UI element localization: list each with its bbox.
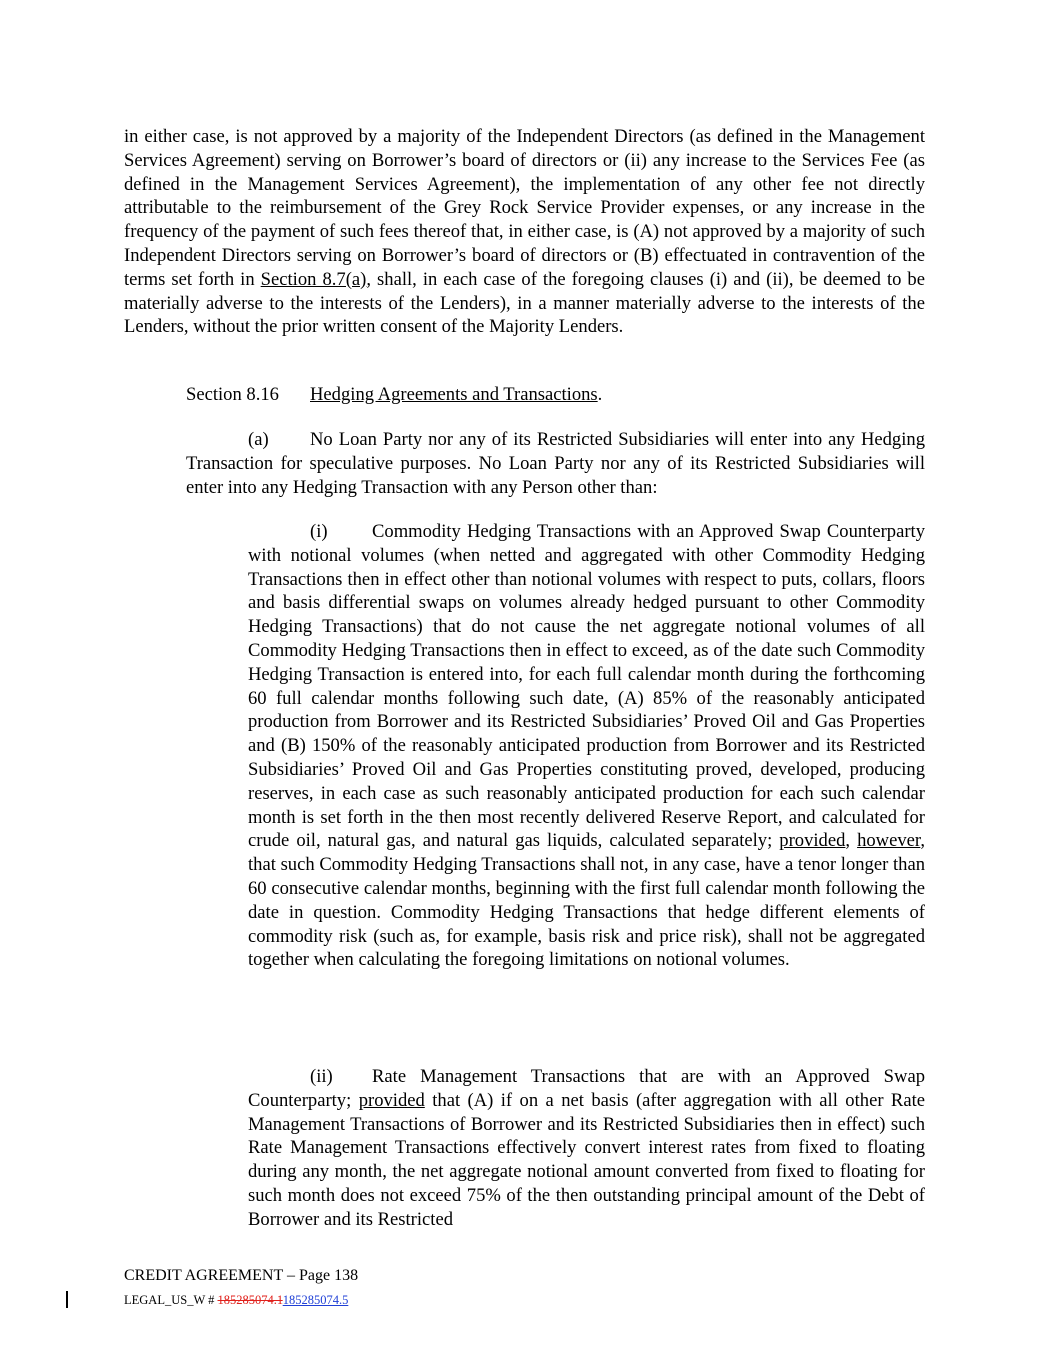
clause-i-provided: provided [779,830,846,852]
clause-ii-label: (ii) [310,1066,333,1087]
section-title: Hedging Agreements and Transactions [310,384,598,405]
section-reference-link[interactable]: Section 8.7(a) [260,268,367,290]
clause-a-text: No Loan Party nor any of its Restricted Subsidiaries will enter into any Hedging Transaction for speculative purposes. No Loan Party nor any of its Restricted Subsidiaries will enter into any Hedging Transaction with any Person other than: [186,429,925,498]
continuation-paragraph [124,125,925,339]
deleted-doc-id: 185285074.1 [217,1293,283,1307]
clause-ii-provided: provided [358,1089,425,1111]
clause-ii-text-1: Rate Management Transactions that are with an Approved Swap Counterparty; [248,1066,925,1111]
clause-i-however: however [857,830,921,852]
continuation-text: in either case, is not approved by a majority of the Independent Directors (as defined in the Management Services Agreement) serving on Borrower’s board of directors or (ii) any increase to the Services Fee (as defined in the Management Services Agreement), the implementation of any other fee not directly attributable to the reimbursement of the Grey Rock Service Provider expenses, or any increase in the frequency of the payment of such fees thereof that, in either case, is (A) not approved by a majority of such Independent Directors serving on Borrower’s board of directors or (B) effectuated in contravention of the terms set forth in [124,126,925,290]
section-number: Section 8.16 [186,384,279,405]
clause-i-comma: , [845,830,858,852]
clause-i-paragraph [248,520,925,972]
inserted-doc-id: 185285074.5 [282,1293,349,1307]
revision-change-bar [66,1291,68,1308]
clause-i-text-2: , that such Commodity Hedging Transactions shall not, in any case, have a tenor longer than 60 consecutive calendar months, beginning with the first full calendar month following the date in question. Commodity Hedging Transactions that hedge different elements of commodity risk (such as, for example, basis risk and price risk), shall not be aggregated together when calculating the foregoing limitations on notional volumes. [248,830,925,971]
clause-ii-paragraph [248,1065,925,1232]
clause-i-text-1: Commodity Hedging Transactions with an Approved Swap Counterparty with notional volumes (when netted and aggregated with other Commodity Hedging Transactions then in effect other than notional volumes with respect to puts, collars, floors and basis differential swaps on volumes already hedged pursuant to other Commodity Hedging Transactions) that do not cause the net aggregate notional volumes of all Commodity Hedging Transactions then in effect to exceed, as of the date such Commodity Hedging Transaction is entered into, for each full calendar month during the forthcoming 60 full calendar months following such date, (A) 85% of the reasonably anticipated production from Borrower and its Restricted Subsidiaries’ Proved Oil and Gas Properties and (B) 150% of the reasonably anticipated production from Borrower and its Restricted Subsidiaries’ Proved Oil and Gas Properties constituting proved, developed, producing reserves, in each case as such reasonably anticipated production for each such calendar month is set forth in the then most recently delivered Reserve Report, and calculated for crude oil, natural gas, and natural gas liquids, calculated separately; [248,521,925,852]
clause-ii-text-2: that (A) if on a net basis (after aggregation with all other Rate Management Transactions of Borrower and its Restricted Subsidiaries then in effect) such Rate Management Transactions effectively convert interest rates from fixed to floating during any month, the net aggregate notional amount converted from fixed to floating for such month does not exceed 75% of the then outstanding principal amount of the Debt of Borrower and its Restricted [248,1089,926,1230]
footer-page-label: CREDIT AGREEMENT – Page 138 [124,1267,359,1284]
clause-i-label: (i) [310,521,328,542]
doc-id-prefix: LEGAL_US_W # [124,1293,218,1307]
section-heading [186,383,602,407]
clause-a-paragraph [186,428,925,499]
section-title-period: . [597,384,603,405]
clause-a-label: (a) [248,429,269,450]
footer-document-id [124,1292,348,1308]
continuation-tail-text: , shall, in each case of the foregoing clauses (i) and (ii), be deemed to be materially adverse to the interests of the Lenders), in a manner materially adverse to the interests of the Lenders, without the prior written consent of the Majority Lenders. [124,268,925,338]
